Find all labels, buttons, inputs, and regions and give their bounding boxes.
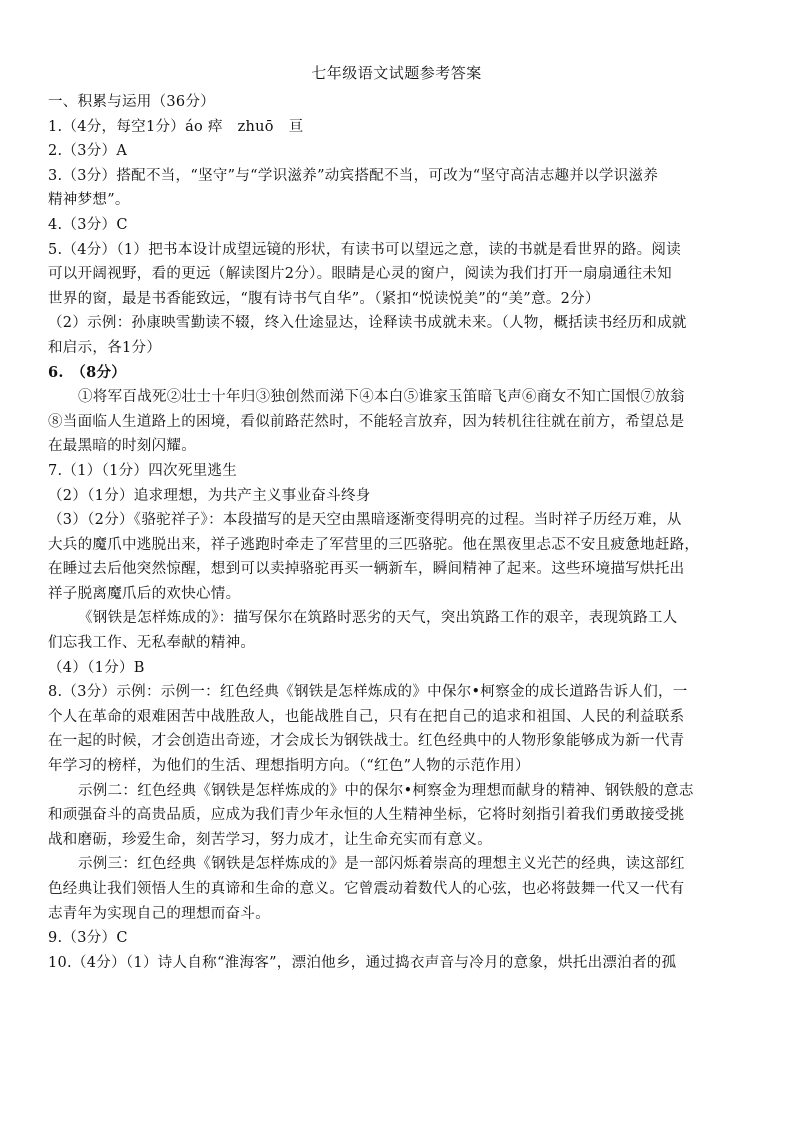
text-line: （4）（1分）B xyxy=(48,659,145,676)
text-line: 3.（3分）搭配不当，“坚守”与“学识滋养”动宾搭配不当，可改为“坚守高洁志趣并以学识滋养 xyxy=(48,167,659,184)
text-line: 5.（4分）（1）把书本设计成望远镜的形状，有读书可以望远之意，读的书就是看世界的路。阅读 xyxy=(48,241,682,258)
text-line: 示例三：红色经典《钢铁是怎样炼成的》是一部闪烁着崇高的理想主义光芒的经典，读这部红 xyxy=(78,856,685,873)
document-title: 七年级语文试题参考答案 xyxy=(311,64,482,82)
text-line: 6. （8分） xyxy=(48,363,127,381)
text-line: （2）示例：孙康映雪勤读不辍，终入仕途显达，诠释读书成就未来。（人物，概括读书经历和成就 xyxy=(48,315,687,332)
text-line: 战和磨砺，珍爱生命，刻苦学习，努力成才，让生命充实而有意义。 xyxy=(48,831,492,848)
text-line: 精神梦想”。 xyxy=(48,192,130,209)
text-line: ①将军百战死②壮士十年归③独创然而涕下④本白⑤谁家玉笛暗飞声⑥商女不知亡国恨⑦放翁 xyxy=(78,389,685,406)
text-line: 志青年为实现自己的理想而奋斗。 xyxy=(48,905,270,922)
text-line: 8.（3分）示例：示例一：红色经典《钢铁是怎样炼成的》中保尔•柯察金的成长道路告诉人们，一 xyxy=(48,684,688,701)
text-line: 《钢铁是怎样炼成的》：描写保尔在筑路时恶劣的天气，突出筑路工作的艰辛，表现筑路工人 xyxy=(78,610,678,627)
text-line: 可以开阔视野，看的更远（解读图片2分）。眼睛是心灵的窗户，阅读为我们打开一扇扇通往未知 xyxy=(48,266,672,283)
text-line: （3）（2分）《骆驼祥子》：本段描写的是天空由黑暗逐渐变得明亮的过程。当时祥子历经万难，从 xyxy=(48,512,682,529)
text-line: 一、积累与运用（36分） xyxy=(48,94,216,110)
text-line: 4.（3分）C xyxy=(48,216,128,233)
text-line: （2）（1分）追求理想，为共产主义事业奋斗终身 xyxy=(48,487,371,504)
text-line: 1.（4分，每空1分）áo 瘁 zhuō 亘 xyxy=(48,118,304,135)
text-line: 个人在革命的艰难困苦中战胜敌人，也能战胜自己，只有在把自己的追求和祖国、人民的利益联系 xyxy=(48,708,685,725)
text-line: 2.（3分）A xyxy=(48,143,128,160)
text-line: 们忘我工作、无私奉献的精神。 xyxy=(48,635,256,652)
text-line: 7.（1）（1分）四次死里逃生 xyxy=(48,462,238,479)
text-line: 在一起的时候，才会创造出奇迹，才会成长为钢铁战士。红色经典中的人物形象能够成为新一代青 xyxy=(48,733,685,750)
text-line: 示例二：红色经典《钢铁是怎样炼成的》中的保尔•柯察金为理想而献身的精神、钢铁般的意志 xyxy=(78,782,694,799)
text-line: 祥子脱离魔爪后的欢快心情。 xyxy=(48,585,241,602)
text-line: 世界的窗，最是书香能致远，“腹有诗书气自华”。（紧扣“悦读悦美”的“美”意。2分） xyxy=(48,290,600,307)
text-line: 10.（4分）（1）诗人自称“淮海客”，漂泊他乡，通过捣衣声音与冷月的意象，烘托出漂泊者的孤 xyxy=(48,954,677,971)
text-line: 在睡过去后他突然惊醒，想到可以卖掉骆驼再买一辆新车，瞬间精神了起来。这些环境描写烘托出 xyxy=(48,561,685,578)
text-line: 和启示，各1分） xyxy=(48,339,162,356)
answer-text-body xyxy=(48,90,772,975)
text-line: 和顽强奋斗的高贵品质，应成为我们青少年永恒的人生精神坐标，它将时刻指引着我们勇敢接受挑 xyxy=(48,807,685,824)
text-line: 9.（3分）C xyxy=(48,930,128,947)
text-line: 年学习的榜样，为他们的生活、理想指明方向。（“红色”人物的示范作用） xyxy=(48,758,530,775)
text-line: 色经典让我们领悟人生的真谛和生命的意义。它曾震动着数代人的心弦，也必将鼓舞一代又一代有 xyxy=(48,881,685,897)
text-line: 在最黑暗的时刻闪耀。 xyxy=(48,438,196,455)
text-line: ⑧当面临人生道路上的困境，看似前路茫然时，不能轻言放弃，因为转机往往就在前方，希望总是 xyxy=(48,413,685,430)
text-line: 大兵的魔爪中逃脱出来，祥子逃跑时牵走了军营里的三匹骆驼。他在黑夜里忐忑不安且疲惫地赶路， xyxy=(48,536,700,553)
